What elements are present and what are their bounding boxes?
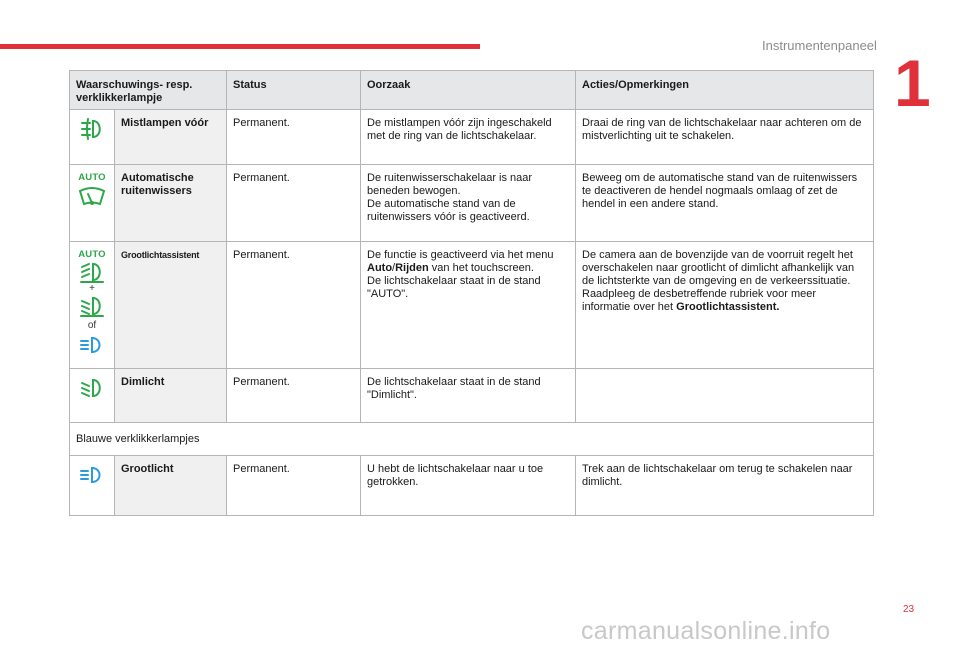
lamp-name: Grootlichtassistent [115,242,227,369]
main-beam-icon [78,466,106,484]
menu-auto: Auto [367,262,393,274]
lamp-cause: U hebt de lichtschakelaar naar u toe getrokken. [361,456,576,516]
watermark: carmanualsonline.info [581,617,831,645]
lamp-name: Grootlicht [115,456,227,516]
lamp-cause: De lichtschakelaar staat in de stand "Dimlicht". [361,369,576,423]
cause-text: van het touchscreen. [428,262,534,274]
cause-line: De automatische stand van de ruitenwissers vóór is geactiveerd. [367,198,530,223]
table-row [70,110,874,165]
table-header-row [70,71,874,110]
lamp-cause [361,165,576,242]
dipped-beam-green-icon [79,295,105,317]
lamp-icon-cell [70,242,115,369]
lamp-status: Permanent. [227,165,361,242]
auto-label: AUTO [78,172,106,183]
plus-sign: + [89,283,95,294]
menu-rijden: Rijden [395,262,429,274]
dipped-beam-icon [79,377,105,399]
auto-label: AUTO [78,249,106,260]
lamp-status: Permanent. [227,110,361,165]
action-line: De camera aan de bovenzijde van de voorruit regelt het overschakelen naar grootlicht of dimlicht afhankelijk van de lichtsterkte van de omgeving en de verkeerssituatie. [582,249,855,287]
lamp-action [576,242,874,369]
front-fog-lamp-icon [79,118,105,140]
table-row [70,165,874,242]
lamp-action [576,369,874,423]
header-lamp: Waarschuwings- resp. verklikkerlampje [70,71,227,110]
header-action: Acties/Opmerkingen [576,71,874,110]
chapter-number: 1 [894,46,931,120]
table-row [70,369,874,423]
cause-line: De ruitenwisserschakelaar is naar beneden bewogen. [367,172,533,197]
cause-text: De functie is geactiveerd via het menu [367,249,554,261]
header-status: Status [227,71,361,110]
lamp-icon-cell [70,110,115,165]
action-text: Raadpleeg de desbetreffende rubriek voor meer informatie over het [582,288,817,313]
action-line [582,288,867,314]
main-beam-blue-icon [78,336,106,354]
lamp-name: Automatische ruitenwissers [115,165,227,242]
warning-lamps-table [69,70,874,516]
lamp-action: Draai de ring van de lichtschakelaar naar achteren om de mistverlichting uit te schakelen. [576,110,874,165]
lamp-icon-cell [70,369,115,423]
lamp-action: Beweeg om de automatische stand van de ruitenwissers te deactiveren de hendel nogmaals omlaag of zet de hendel in een andere stand. [576,165,874,242]
lamp-cause [361,242,576,369]
high-beam-assist-icon [79,261,105,283]
auto-wiper-icon [78,186,106,208]
lamp-cause: De mistlampen vóór zijn ingeschakeld met de ring van de lichtschakelaar. [361,110,576,165]
cause-line [367,249,569,275]
lamp-status: Permanent. [227,242,361,369]
table-row [70,242,874,369]
lamp-action: Trek aan de lichtschakelaar om terug te schakelen naar dimlicht. [576,456,874,516]
lamp-status: Permanent. [227,456,361,516]
lamp-name: Dimlicht [115,369,227,423]
menu-slash: / [392,262,396,274]
lamp-name: Mistlampen vóór [115,110,227,165]
lamp-icon-cell [70,456,115,516]
action-reference: Grootlichtassistent. [676,301,780,313]
header-cause: Oorzaak [361,71,576,110]
section-row [70,423,874,456]
section-title: Instrumentenpaneel [762,38,877,53]
lamp-icon-cell [70,165,115,242]
table-row [70,456,874,516]
or-label: of [87,320,97,331]
lamp-status: Permanent. [227,369,361,423]
cause-line: De lichtschakelaar staat in de stand "AUTO". [367,275,541,300]
chapter-accent-bar [0,44,480,49]
blue-lamps-section-label: Blauwe verklikkerlampjes [70,423,874,456]
page-number: 23 [903,604,915,615]
